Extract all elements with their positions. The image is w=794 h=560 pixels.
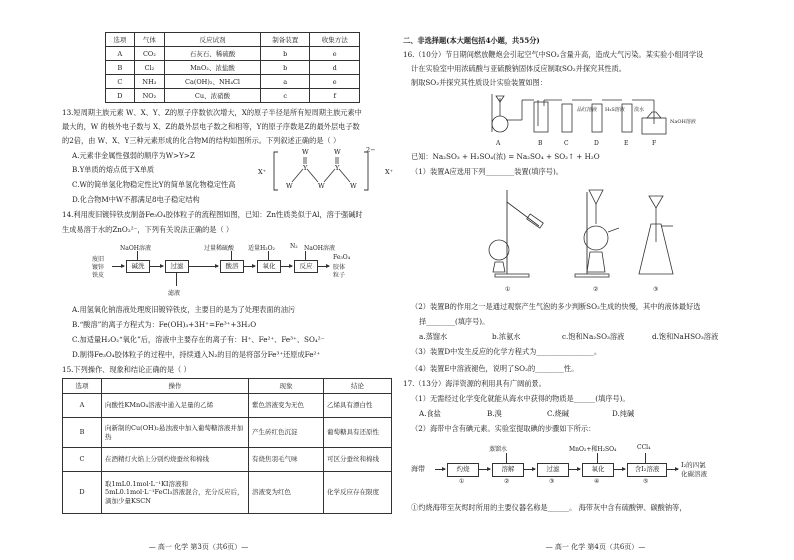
header-cell: 选项 <box>63 379 102 394</box>
figure-number: ① <box>505 286 511 293</box>
flow-reagent: NaOH溶液 <box>304 245 335 252</box>
table-row <box>106 61 360 75</box>
table-row <box>106 75 360 89</box>
flow-connector <box>137 251 138 260</box>
cell: b <box>260 47 310 61</box>
q17-part3: ①灼烧海带至灰烬时所用的主要仪器名称是______。 海带灰中含有硫酸钾、碳酸钠等， <box>411 503 687 512</box>
q14-stem-line2: 生成易溶于水的ZnO₂²⁻，下列有关说法正确的是（ ） <box>62 225 234 234</box>
right-page <box>397 0 794 560</box>
header-cell: 反应试剂 <box>165 33 261 47</box>
flow-box: 氧化 <box>582 463 614 477</box>
q13-stem-line3: 的2倍，由 W、X、Y三种元素形成的化合物M的结构如图所示。下列叙述正确的是（ ） <box>62 136 341 145</box>
reagent-label: 溴水 <box>634 107 645 113</box>
apparatus-label: F <box>652 140 657 147</box>
cell: C <box>106 75 135 89</box>
q17-option-a: A.食盐 <box>419 409 441 418</box>
reagent-label: H₂S溶液 <box>605 107 625 113</box>
flow-arrow <box>188 266 218 267</box>
q16-stem-line1: 16.（10分）节日期间燃放鞭炮会引起空气中SO₂含量升高，造成大气污染。某实验小组同学设 <box>403 50 704 59</box>
figure-number: ③ <box>653 286 659 293</box>
page-footer: — 高一 化学 第3页（共6页）— <box>148 543 249 551</box>
q15-stem: 15.下列操作、现象和结论正确的是（ ） <box>62 365 191 374</box>
cell: 向新制的Cu(OH)₂悬浊液中加入葡萄糖溶液并加热 <box>102 418 249 448</box>
q14-option-a: A.用氢氧化钠溶液处理废旧镀锌铁皮，主要目的是为了处理表面的油污 <box>72 305 296 314</box>
q13-stem-line1: 13.短周期主族元素 W、X、Y、Z的原子序数依次增大，X的原子半径是所有短周期主族元素中 <box>62 108 362 117</box>
header-cell: 选项 <box>106 33 135 47</box>
table-row <box>106 47 360 61</box>
apparatus-label: B <box>538 140 543 147</box>
cell: 乙烯具有漂白性 <box>324 394 392 418</box>
flow-arrow <box>478 469 490 470</box>
q14-flowchart <box>92 240 372 302</box>
figure-number: ② <box>593 286 599 293</box>
cell: e <box>310 47 360 61</box>
apparatus-options <box>477 182 717 300</box>
cell: d <box>310 61 360 75</box>
flow-end: Fe₃O₄ <box>333 254 351 261</box>
flow-end: 粒子 <box>333 272 346 279</box>
cell: 葡萄糖具有还原性 <box>324 418 392 448</box>
flow-arrow <box>666 469 678 470</box>
cell: 向酸性KMnO₄溶液中通入足量的乙烯 <box>102 394 249 418</box>
q14-stem-line1: 14.利用废旧镀锌铁皮制备Fe₃O₄胶体粒子的流程图如图，已知：Zn性质类似于Al，溶于强碱时 <box>62 210 363 219</box>
q17-part1: （1）无需经过化学变化就能从海水中获得的物质是______(填序号)。 <box>411 394 630 403</box>
flow-box: 过滤 <box>537 463 569 477</box>
cation-left: X⁺ <box>258 168 267 176</box>
cell: NO₂ <box>134 89 164 103</box>
flow-box: 氧化 <box>257 260 281 273</box>
header-cell: 操作 <box>102 379 249 394</box>
flow-start: 海带 <box>411 465 425 473</box>
q17-part2: （2）海带中含有碘元素。实验室提取碘的步骤如下所示： <box>411 424 596 433</box>
header-cell: 结论 <box>324 379 392 394</box>
atom-w: W <box>318 182 325 190</box>
cell: 溶液变为红色 <box>249 472 324 514</box>
atom-w: W <box>286 182 293 190</box>
flow-arrow <box>568 469 580 470</box>
cell: D <box>106 89 135 103</box>
flow-connector <box>176 272 177 286</box>
flow-box: 碱洗 <box>126 260 150 273</box>
q17-flowchart <box>411 436 791 496</box>
header-cell: 制备装置 <box>260 33 310 47</box>
flow-reagent: NaOH溶液 <box>120 245 151 252</box>
flow-box: 含I₂溶液 <box>627 463 667 477</box>
cell: A <box>106 47 135 61</box>
table-row <box>63 418 392 448</box>
apparatus-label: E <box>624 140 629 147</box>
flow-connector <box>268 251 269 260</box>
q13-stem-line2: 最大的，W 的核外电子数与 X、Z的最外层电子数之和相等，Y的原子序数是Z的最外层电子数 <box>62 122 360 131</box>
atom-w: W <box>334 148 341 156</box>
q13-option-d: D.化合物M中W不都满足8电子稳定结构 <box>72 195 200 204</box>
atom-y: Y <box>335 164 340 172</box>
flow-arrow <box>243 266 255 267</box>
reagent-label: NaOH溶液 <box>670 119 696 125</box>
table-header-row <box>106 33 360 47</box>
cell: Cl₂ <box>134 61 164 75</box>
flow-box: 酸溶 <box>220 260 244 273</box>
cell: 取1mL0.1mol·L⁻¹KI溶液和5mL0.1mol·L⁻¹FeCl₃溶液混合，充分反应后，滴加少量KSCN <box>102 472 249 514</box>
flow-box: 溶解 <box>492 463 524 477</box>
cell: 紫色溶液变为无色 <box>249 394 324 418</box>
atom-w: W <box>302 148 309 156</box>
flow-step-number: ④ <box>594 478 600 485</box>
header-cell: 收集方法 <box>310 33 360 47</box>
header-cell: 气体 <box>134 33 164 47</box>
table-header-row <box>63 379 392 394</box>
q17-option-c: C.烧碱 <box>547 409 569 418</box>
apparatus-label: A <box>496 140 501 147</box>
table-row <box>63 394 392 418</box>
q13-option-b: B.Y单质的熔点低于X单质 <box>72 165 155 174</box>
flow-connector <box>597 453 598 463</box>
cell: 在酒精灯火焰上分别灼烧蚕丝和棉线 <box>102 448 249 472</box>
cell: 可区分蚕丝和棉线 <box>324 448 392 472</box>
q16-part2-line1: （2）装置B的作用之一是通过观察产生气泡的多少判断SO₂生成的快慢，其中的液体最好选 <box>411 302 701 311</box>
flow-connector <box>231 251 232 260</box>
cell: a <box>260 75 310 89</box>
q16-option-b: b.浓氨水 <box>492 332 521 341</box>
q14-option-d: D.制得Fe₃O₄胶体粒子的过程中，持续通入N₂的目的是将部分Fe³⁺还原成Fe²⁺ <box>72 350 321 359</box>
section-title: 二、非选择题(本大题包括4小题，共55分) <box>403 36 540 45</box>
flow-arrow <box>112 266 124 267</box>
flow-start: 镀锌 <box>92 264 105 271</box>
q17-option-b: B.溴 <box>487 409 502 418</box>
q16-stem-line3: 制取SO₂并探究其性质设计实验装置如图： <box>411 78 547 87</box>
table-row <box>63 448 392 472</box>
apparatus-options-drawing <box>477 182 717 282</box>
flow-connector <box>305 251 306 260</box>
flow-reagent: 蒸馏水 <box>489 446 508 453</box>
cell: f <box>310 89 360 103</box>
cell: NH₃ <box>134 75 164 89</box>
cell: A <box>63 394 102 418</box>
page-footer: — 高一 化学 第4页（共6页）— <box>545 543 646 551</box>
flow-box: 过滤 <box>165 260 189 273</box>
q16-part1: （1）装置A应选用下列________装置(填序号)。 <box>411 167 563 176</box>
flow-connector <box>506 453 507 463</box>
flow-end: 化碳溶液 <box>681 470 707 478</box>
flow-box: 灼烧 <box>447 463 479 477</box>
flow-box: 反应 <box>294 260 318 273</box>
q16-option-a: a.蒸馏水 <box>419 332 448 341</box>
flow-step-number: ① <box>459 478 465 485</box>
flow-start: 废旧 <box>92 256 105 263</box>
q13-option-a: A.元素非金属性强弱的顺序为W>Y>Z <box>72 151 195 160</box>
reagent-table <box>105 32 360 103</box>
q16-option-c: c.饱和Na₂SO₃溶液 <box>562 332 625 341</box>
q16-part3: （3）装置D中发生反应的化学方程式为________________。 <box>411 347 602 356</box>
cell: C <box>63 448 102 472</box>
cell: 产生砖红色沉淀 <box>249 418 324 448</box>
flow-reagent: N₂ <box>290 243 298 250</box>
q16-part4: （4）装置E中溶液褪色，说明了SO₂的________性。 <box>411 364 579 373</box>
flow-step-number: ⑤ <box>643 478 649 485</box>
flow-filtrate: 滤液 <box>168 290 181 297</box>
cell: Cu、浓硝酸 <box>165 89 261 103</box>
flow-reagent: MnO₂+稀H₂SO₄ <box>569 446 617 453</box>
flow-reagent: 过量稀硫酸 <box>204 245 235 252</box>
cation-right: X⁺ <box>384 168 393 176</box>
flow-connector <box>645 453 646 463</box>
cell: B <box>106 61 135 75</box>
atom-w: W <box>350 182 357 190</box>
flow-end: I₂的四氯 <box>681 461 706 469</box>
flow-arrow <box>435 469 445 470</box>
cell: D <box>63 472 102 514</box>
apparatus-drawing <box>482 92 722 140</box>
q15-table <box>62 378 392 514</box>
table-row <box>63 472 392 514</box>
flow-arrow <box>317 266 329 267</box>
cell: 化学反应存在限度 <box>324 472 392 514</box>
cell: e <box>310 75 360 89</box>
apparatus-label: D <box>594 140 599 147</box>
atom-y: Y <box>303 164 308 172</box>
cell: c <box>260 89 310 103</box>
cell: 石灰石、稀硫酸 <box>165 47 261 61</box>
cell: B <box>63 418 102 448</box>
flow-arrow <box>523 469 535 470</box>
flow-reagent: CCl₄ <box>637 444 651 451</box>
q14-option-c: C.加适量H₂O₂“氧化”后，溶液中主要存在的离子有：H⁺、Fe²⁺、Fe³⁺、SO₄²⁻ <box>72 335 325 344</box>
flow-reagent: 适量H₂O₂ <box>248 245 275 252</box>
q16-known: 已知：Na₂SO₃ + H₂SO₄(浓) = Na₂SO₄ + SO₂↑ + H₂O <box>411 152 600 161</box>
cell: CO₂ <box>134 47 164 61</box>
flow-start: 铁皮 <box>92 272 105 279</box>
q14-option-b: B.“酸溶”的离子方程式为：Fe(OH)₃+3H⁺=Fe³⁺+3H₂O <box>72 320 257 329</box>
table-row <box>106 89 360 103</box>
flow-arrow <box>613 469 625 470</box>
q17-stem: 17.（13分）海洋资源的利用具有广阔前景。 <box>403 379 546 388</box>
reagent-label: 品红溶液 <box>577 107 598 113</box>
apparatus-diagram <box>482 92 722 150</box>
cell: b <box>260 61 310 75</box>
cell: Ca(OH)₂、NH₄Cl <box>165 75 261 89</box>
anion-charge: 2− <box>366 146 376 154</box>
q17-option-d: D.纯碱 <box>612 409 635 418</box>
q16-part2-line2: 择________(填序号)。 <box>419 317 490 326</box>
q16-stem-line2: 计在实验室中用浓硫酸与亚硫酸钠固体反应制取SO₂并探究其性质。 <box>411 64 626 73</box>
flow-arrow <box>149 266 163 267</box>
flow-arrow <box>280 266 292 267</box>
header-cell: 现象 <box>249 379 324 394</box>
q16-option-d: d.饱和NaHSO₃溶液 <box>652 332 719 341</box>
flow-step-number: ③ <box>549 478 555 485</box>
q13-option-c: C.W的简单氢化物稳定性比Y的简单氢化物稳定性高 <box>72 180 236 189</box>
flow-end: 胶体 <box>333 264 346 271</box>
cell: 有烧焦羽毛气味 <box>249 448 324 472</box>
apparatus-label: C <box>564 140 569 147</box>
flow-step-number: ② <box>504 478 510 485</box>
structure-diagram <box>258 146 393 196</box>
cell: MnO₂、浓盐酸 <box>165 61 261 75</box>
